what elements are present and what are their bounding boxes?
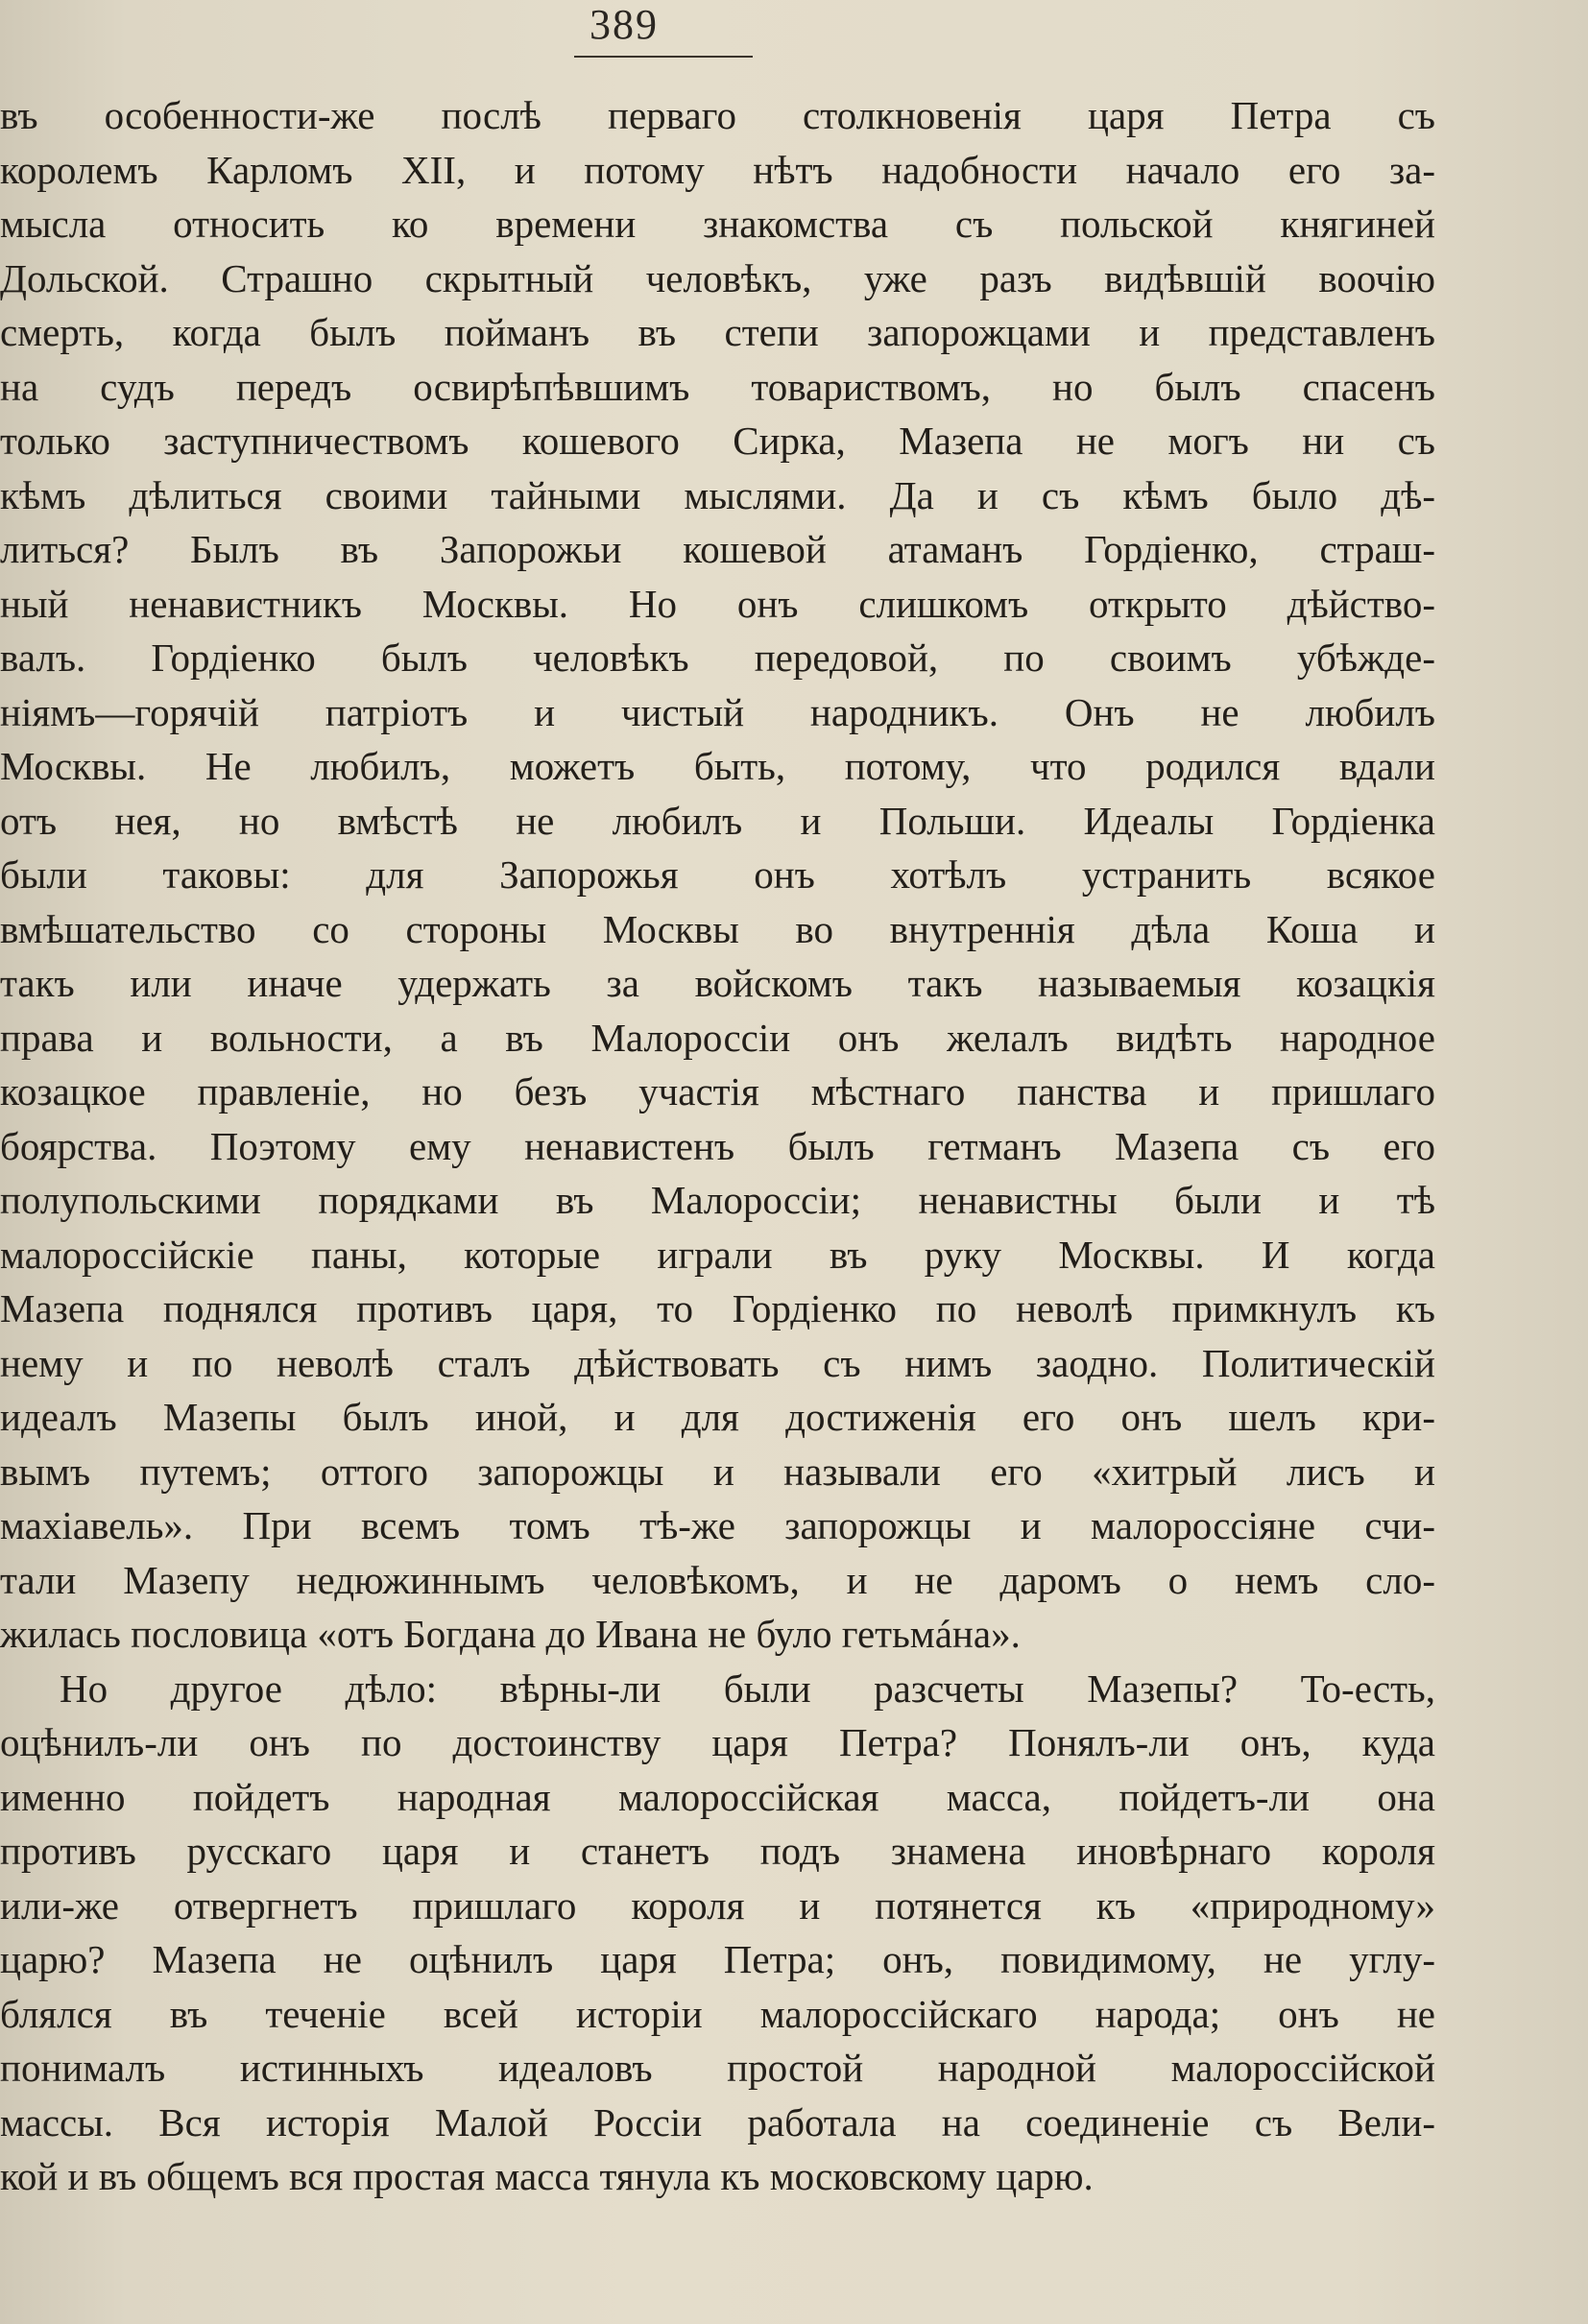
text-line: полупольскими порядками въ Малороссіи; ненавистны были и тѣ	[0, 1178, 1435, 1222]
text-line: понималъ истинныхъ идеаловъ простой народной малороссійской	[0, 2046, 1435, 2090]
text-line: или-же отвергнетъ пришлаго короля и потянется къ «природному»	[0, 1882, 1435, 1928]
text-line: именно пойдетъ народная малороссійская масса, пойдетъ-ли она	[0, 1774, 1435, 1819]
page-number-rule	[574, 56, 753, 58]
text-line: Мазепа поднялся противъ царя, то Гордіенко по неволѣ примкнулъ къ	[0, 1286, 1435, 1330]
text-line: противъ русскаго царя и станетъ подъ знамена иновѣрнаго короля	[0, 1829, 1435, 1873]
body-text	[0, 88, 1435, 2204]
text-line: ный ненавистникъ Москвы. Но онъ слишкомъ открыто дѣйство-	[0, 581, 1435, 626]
text-line: такъ или иначе удержать за войскомъ такъ называемыя козацкія	[0, 961, 1435, 1005]
text-line: литься? Былъ въ Запорожьи кошевой атаманъ Гордіенко, страш-	[0, 527, 1435, 571]
text-line: Дольской. Страшно скрытный человѣкъ, уже разъ видѣвшій воочію	[0, 255, 1435, 300]
text-line: ніямъ—горячій патріотъ и чистый народникъ. Онъ не любилъ	[0, 689, 1435, 734]
text-line: тали Мазепу недюжиннымъ человѣкомъ, и не даромъ о немъ сло-	[0, 1557, 1435, 1602]
text-line: только заступничествомъ кошевого Сирка, Мазепа не могъ ни съ	[0, 419, 1435, 463]
text-line: махіавель». При всемъ томъ тѣ-же запорожцы и малороссіяне счи-	[0, 1503, 1435, 1547]
text-line: были таковы: для Запорожья онъ хотѣлъ устранить всякое	[0, 852, 1435, 897]
text-line: королемъ Карломъ XII, и потому нѣтъ надобности начало его за-	[0, 147, 1435, 192]
text-line: вымъ путемъ; оттого запорожцы и называли его «хитрый лисъ и	[0, 1449, 1435, 1494]
text-line: боярства. Поэтому ему ненавистенъ былъ гетманъ Мазепа съ его	[0, 1123, 1435, 1168]
text-line: валъ. Гордіенко былъ человѣкъ передовой, по своимъ убѣжде-	[0, 635, 1435, 680]
text-line: въ особенности-же послѣ перваго столкновенія царя Петра съ	[0, 93, 1435, 137]
text-line-paragraph-end: кой и въ общемъ вся простая масса тянула къ московскому царю.	[0, 2154, 1094, 2198]
text-line: отъ нея, но вмѣстѣ не любилъ и Польши. Идеалы Гордіенка	[0, 798, 1435, 843]
text-line: малороссійскіе паны, которые играли въ руку Москвы. И когда	[0, 1232, 1435, 1277]
text-line: массы. Вся исторія Малой Россіи работала на соединеніе съ Вели-	[0, 2099, 1435, 2144]
text-line: царю? Мазепа не оцѣнилъ царя Петра; онъ, повидимому, не углу-	[0, 1937, 1435, 1981]
text-line: козацкое правленіе, но безъ участія мѣстнаго панства и пришлаго	[0, 1069, 1435, 1114]
text-line-paragraph-end: жилась пословица «отъ Богдана до Ивана не було гетьмáна».	[0, 1612, 1021, 1656]
text-line: Москвы. Не любилъ, можетъ быть, потому, что родился вдали	[0, 744, 1435, 788]
text-line: блялся въ теченіе всей исторіи малороссійскаго народа; онъ не	[0, 1991, 1435, 2036]
text-line: кѣмъ дѣлиться своими тайными мыслями. Да и съ кѣмъ было дѣ-	[0, 472, 1435, 517]
text-line: смерть, когда былъ пойманъ въ степи запорожцами и представленъ	[0, 310, 1435, 354]
text-line: права и вольности, а въ Малороссіи онъ желалъ видѣть народное	[0, 1015, 1435, 1060]
text-line: идеалъ Мазепы былъ иной, и для достиженія его онъ шелъ кри-	[0, 1395, 1435, 1439]
text-line: нему и по неволѣ сталъ дѣйствовать съ нимъ заодно. Политическій	[0, 1340, 1435, 1385]
page-number: 389	[589, 1, 659, 48]
text-line: на судъ передъ освирѣпѣвшимъ товариствомъ, но былъ спасенъ	[0, 364, 1435, 409]
text-line: вмѣшательство со стороны Москвы во внутреннія дѣла Коша и	[0, 906, 1435, 951]
text-line-paragraph-start: Но другое дѣло: вѣрны-ли были разсчеты Мазепы? То-есть,	[60, 1665, 1435, 1711]
text-line: мысла относить ко времени знакомства съ польской княгиней	[0, 202, 1435, 246]
text-line: оцѣнилъ-ли онъ по достоинству царя Петра? Понялъ-ли онъ, куда	[0, 1720, 1435, 1764]
